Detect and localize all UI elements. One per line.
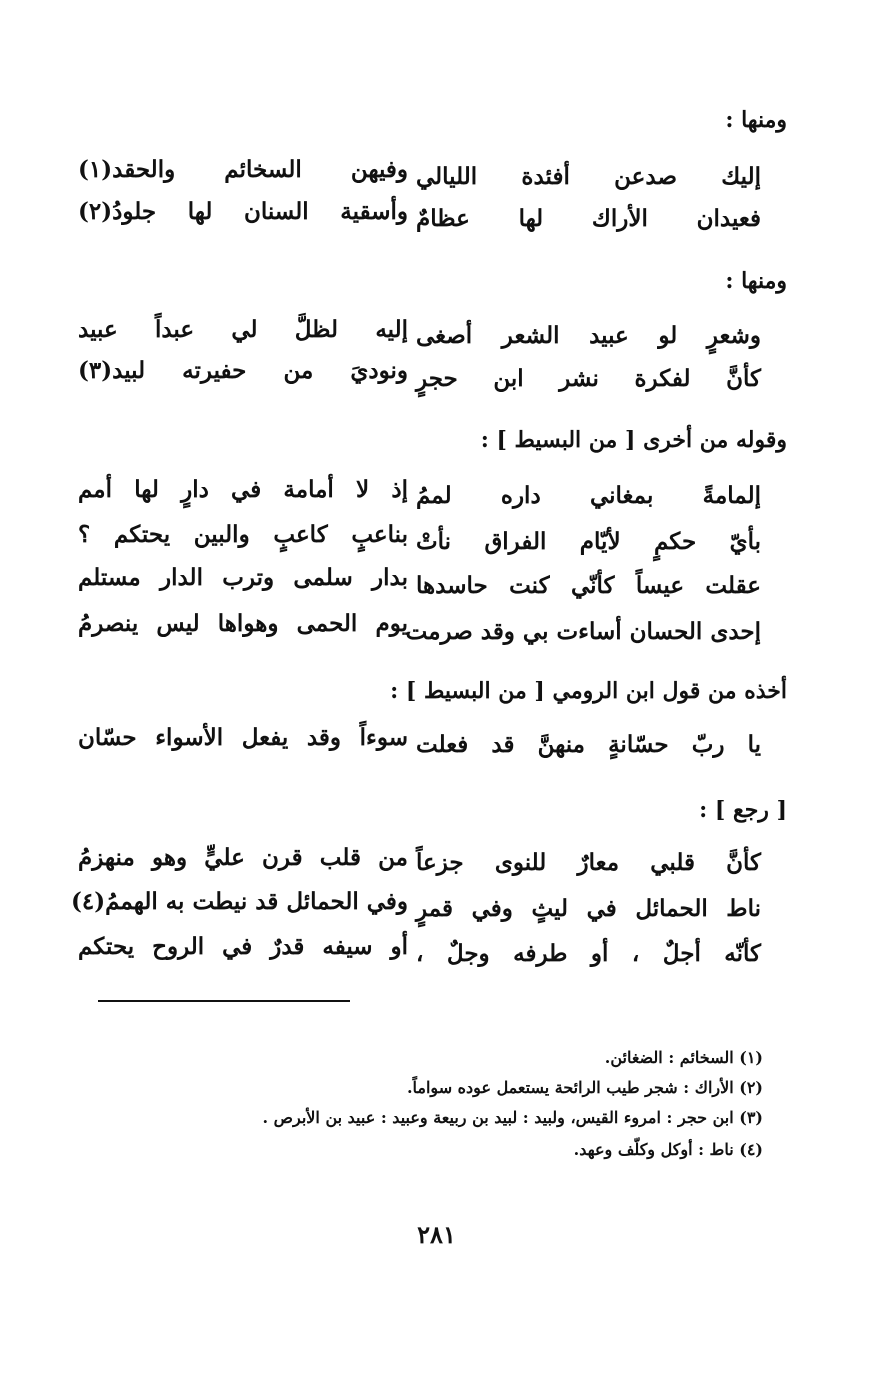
verse-first-hemistich: بأيّ حكمٍ لأيّام الفراق نأتْ xyxy=(416,528,761,555)
verse-second-hemistich: أو سيفه قدرٌ في الروح يحتكم xyxy=(78,933,408,960)
verse-second-hemistich: إذ لا أمامة في دارٍ لها أمم xyxy=(78,476,408,503)
verse-second-hemistich: وأسقية السنان لها جلودُ(٢) xyxy=(78,198,408,225)
verse-first-hemistich: إلمامةً بمغاني داره لممُ xyxy=(416,482,761,509)
verse-second-hemistich: وفي الحمائل قد نيطت به الهممُ(٤) xyxy=(70,888,408,915)
verse-second-hemistich: ونوديَ من حفيرته لبيد(٣) xyxy=(78,357,408,384)
verse-second-hemistich: من قلب قرن عليٍّ وهو منهزمُ xyxy=(78,844,408,871)
section-heading: أخذه من قول ابن الرومي [ من البسيط ] : xyxy=(390,678,787,704)
footnote-separator xyxy=(98,1000,350,1002)
verse-second-hemistich: بدار سلمى وترب الدار مستلم xyxy=(78,564,408,591)
section-heading: ومنها : xyxy=(725,268,787,294)
section-heading: [ رجع ] : xyxy=(699,797,787,823)
footnote: (٢) الأراك : شجر طيب الرائحة يستعمل عوده سواماً. xyxy=(406,1078,763,1097)
verse-second-hemistich: إليه لظلَّ لي عبداً عبيد xyxy=(78,316,408,343)
section-heading: ومنها : xyxy=(725,107,787,133)
page-number: ٢٨١ xyxy=(417,1220,456,1249)
verse-second-hemistich: يوم الحمى وهواها ليس ينصرمُ xyxy=(78,610,408,637)
verse-second-hemistich: بناعبٍ كاعبٍ والبين يحتكم ؟ xyxy=(78,521,408,548)
verse-first-hemistich: كأنَّ قلبي معارٌ للنوى جزعاً xyxy=(416,849,761,876)
verse-first-hemistich: إحدى الحسان أساءت بي وقد صرمت xyxy=(405,618,761,645)
verse-first-hemistich: كأنّه أجلٌ ، أو طرفه وجلٌ ، xyxy=(416,940,761,967)
verse-second-hemistich: سوءاً وقد يفعل الأسواء حسّان xyxy=(78,724,408,751)
footnote: (١) السخائم : الضغائن. xyxy=(604,1048,763,1067)
verse-first-hemistich: يا ربّ حسّانةٍ منهنَّ قد فعلت xyxy=(416,731,761,758)
section-heading: وقوله من أخرى [ من البسيط ] : xyxy=(480,427,787,453)
verse-first-hemistich: إليك صدعن أفئدة الليالي xyxy=(416,163,761,190)
verse-first-hemistich: فعيدان الأراك لها عظامٌ xyxy=(416,205,761,232)
verse-first-hemistich: عقلت عيساً كأنّي كنت حاسدها xyxy=(416,572,761,599)
footnote: (٣) ابن حجر : امروء القيس، ولبيد : لبيد بن ربيعة وعبيد : عبيد بن الأبرص . xyxy=(262,1108,763,1127)
verse-second-hemistich: وفيهن السخائم والحقد(١) xyxy=(78,156,408,183)
verse-first-hemistich: وشعرٍ لو عبيد الشعر أصغى xyxy=(416,322,761,349)
verse-first-hemistich: كأنَّ لفكرة نشر ابن حجرٍ xyxy=(416,365,761,392)
footnote: (٤) ناط : أوكل وكلّف وعهد. xyxy=(573,1140,763,1159)
verse-first-hemistich: ناط الحمائل في ليثٍ وفي قمرٍ xyxy=(416,895,761,922)
